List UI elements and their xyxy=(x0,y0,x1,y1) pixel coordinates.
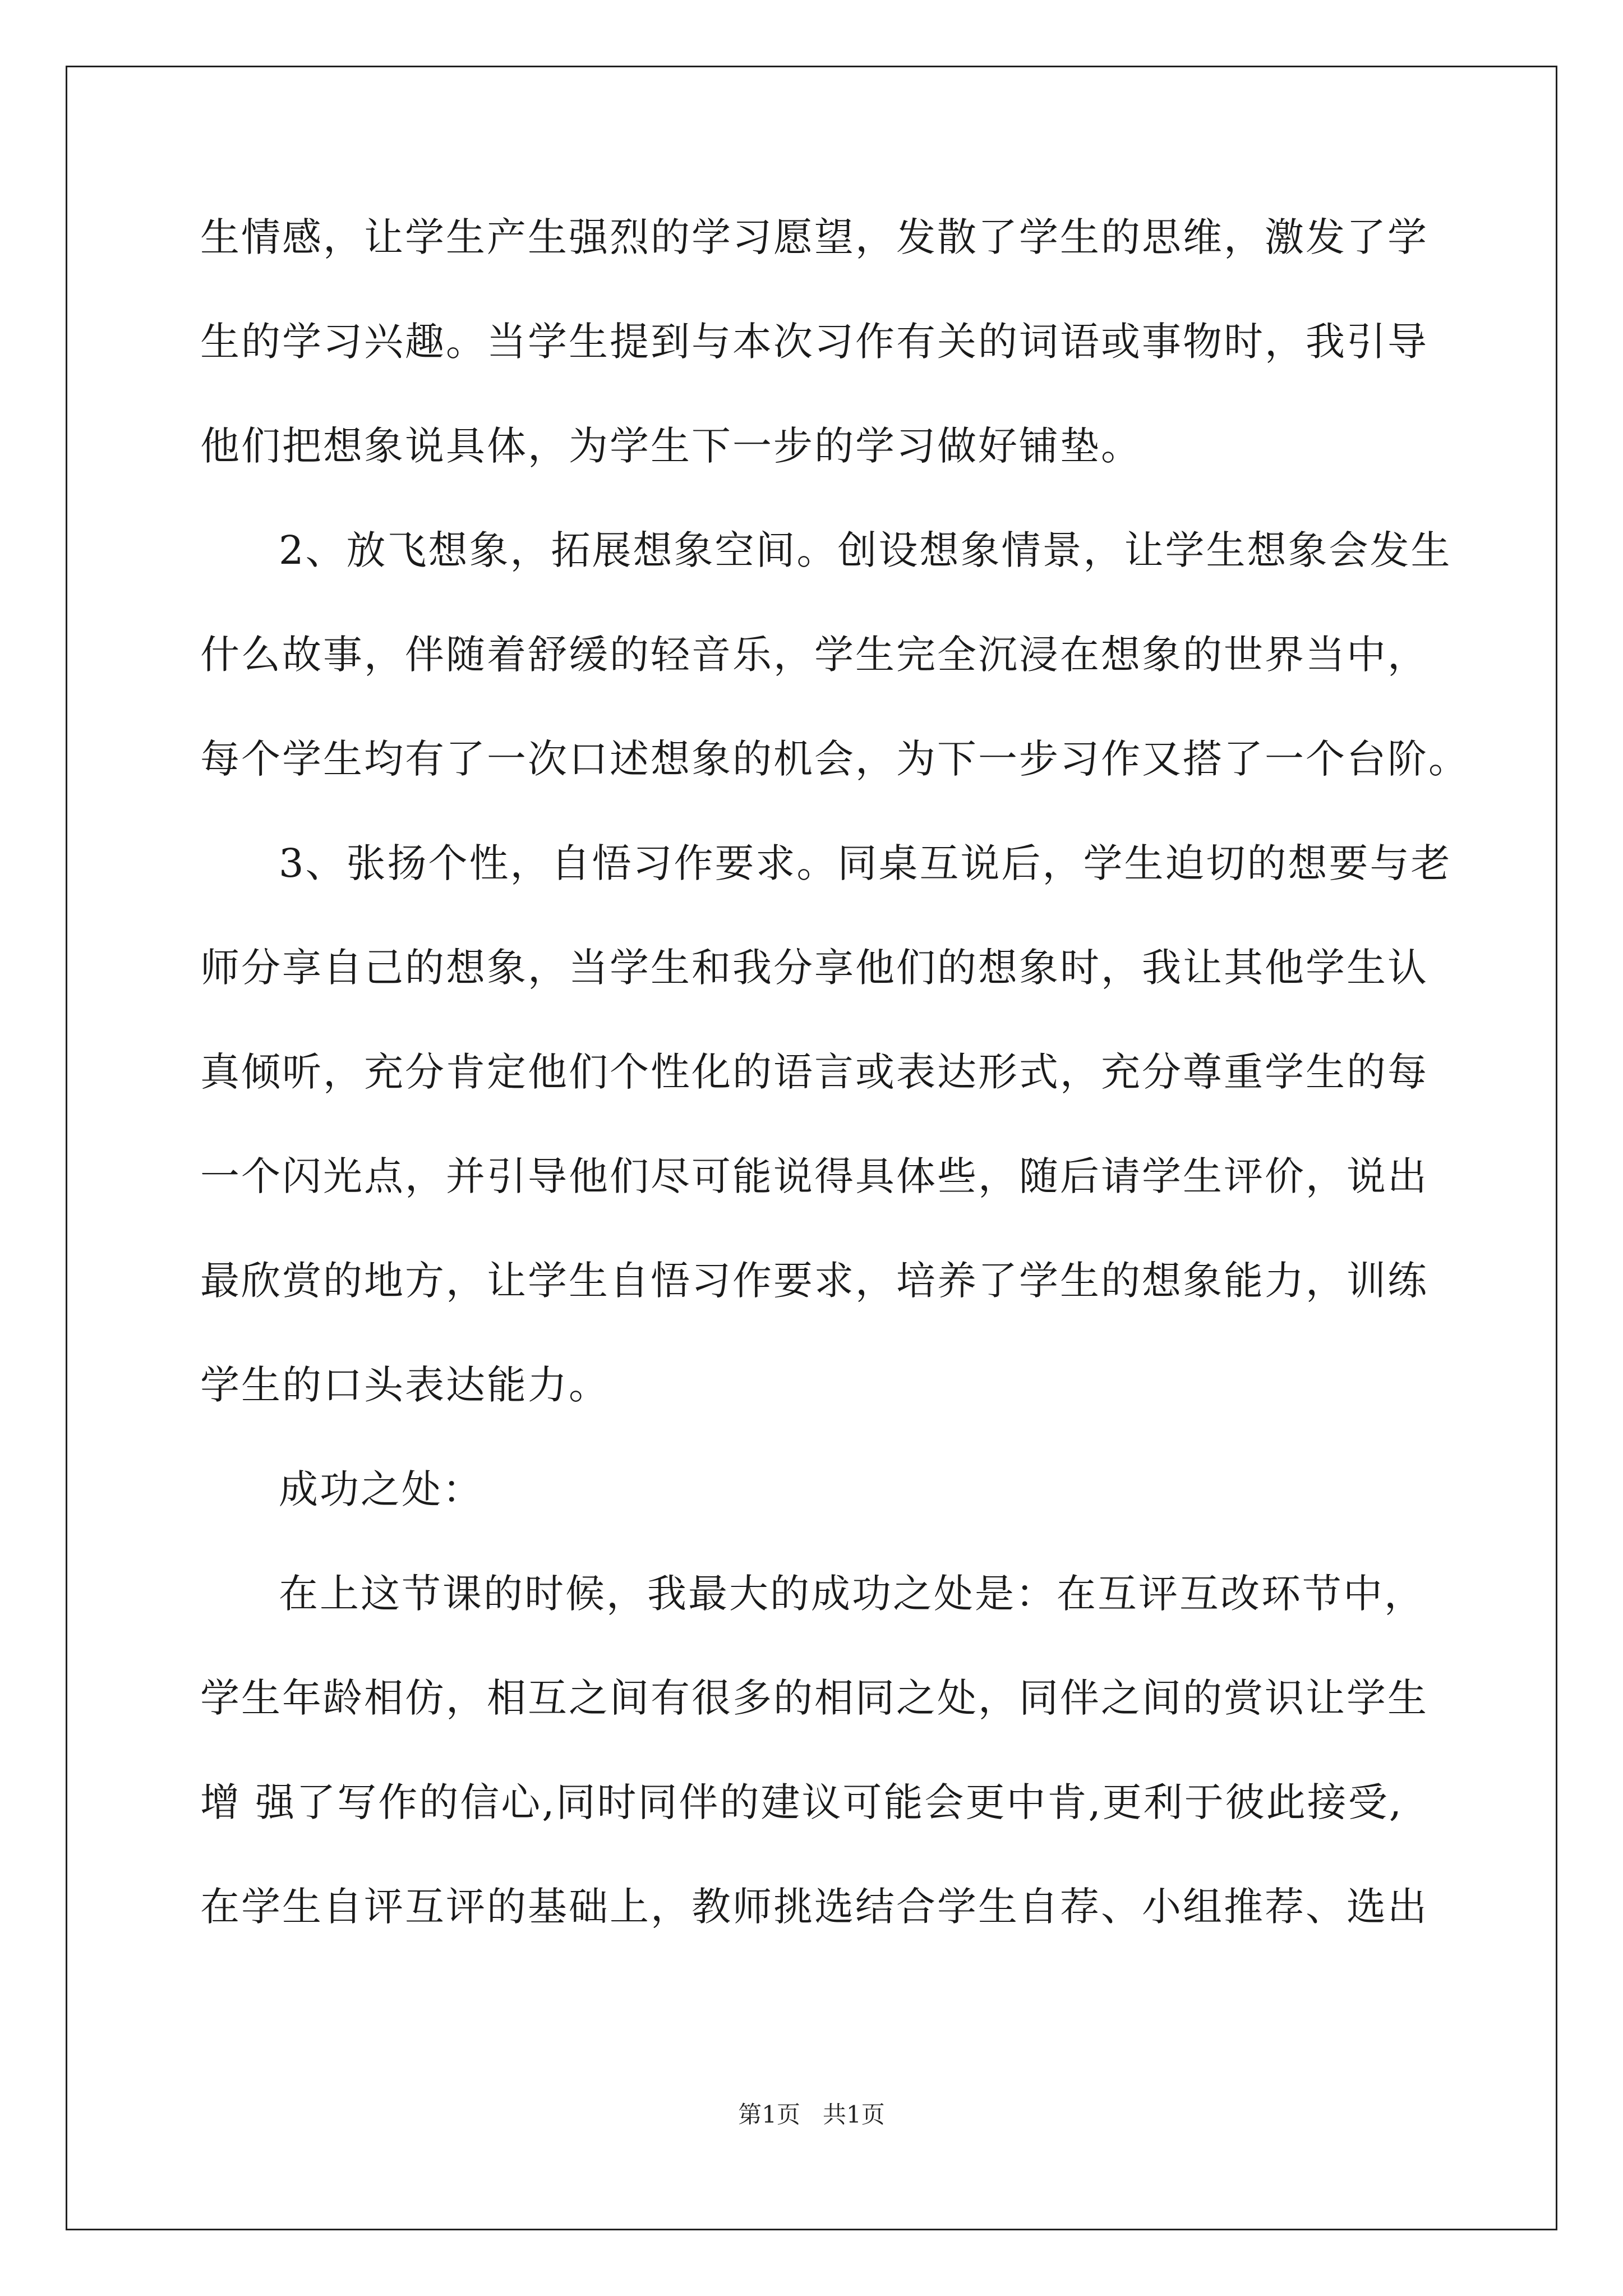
section-heading: 成功之处： xyxy=(279,1466,483,1512)
paragraph-line: 3、张扬个性，自悟习作要求。同桌互说后，学生迫切的想要与老 xyxy=(279,840,1452,886)
document-body xyxy=(200,212,1469,1986)
paragraph-line: 生情感，让学生产生强烈的学习愿望，发散了学生的思维，激发了学 xyxy=(200,214,1428,260)
paragraph-line: 2、放飞想象，拓展想象空间。创设想象情景，让学生想象会发生 xyxy=(279,527,1452,573)
paragraph-line: 最欣赏的地方，让学生自悟习作要求，培养了学生的想象能力，训练 xyxy=(200,1258,1428,1304)
paragraph-line: 在学生自评互评的基础上，教师挑选结合学生自荐、小组推荐、选出 xyxy=(200,1884,1428,1930)
paragraph-line: 什么故事，伴随着舒缓的轻音乐，学生完全沉浸在想象的世界当中， xyxy=(200,632,1428,678)
paragraph-line: 真倾听，充分肯定他们个性化的语言或表达形式，充分尊重学生的每 xyxy=(200,1049,1428,1095)
paragraph-line: 生的学习兴趣。当学生提到与本次习作有关的词语或事物时，我引导 xyxy=(200,319,1428,365)
paragraph-line: 学生的口头表达能力。 xyxy=(200,1362,610,1408)
page-number-footer: 第1页 共1页 xyxy=(738,2101,885,2128)
paragraph-line: 他们把想象说具体，为学生下一步的学习做好铺垫。 xyxy=(200,423,1142,469)
paragraph-line: 一个闪光点，并引导他们尽可能说得具体些，随后请学生评价，说出 xyxy=(200,1153,1428,1199)
paragraph-line: 增 强了写作的信心,同时同伴的建议可能会更中肯,更利于彼此接受, xyxy=(200,1779,1404,1825)
paragraph-line: 师分享自己的想象，当学生和我分享他们的想象时，我让其他学生认 xyxy=(200,945,1428,991)
paragraph-line: 每个学生均有了一次口述想象的机会，为下一步习作又搭了一个台阶。 xyxy=(200,736,1469,782)
paragraph-line: 学生年龄相仿，相互之间有很多的相同之处，同伴之间的赏识让学生 xyxy=(200,1675,1428,1721)
paragraph-line: 在上这节课的时候，我最大的成功之处是：在互评互改环节中， xyxy=(279,1571,1425,1617)
